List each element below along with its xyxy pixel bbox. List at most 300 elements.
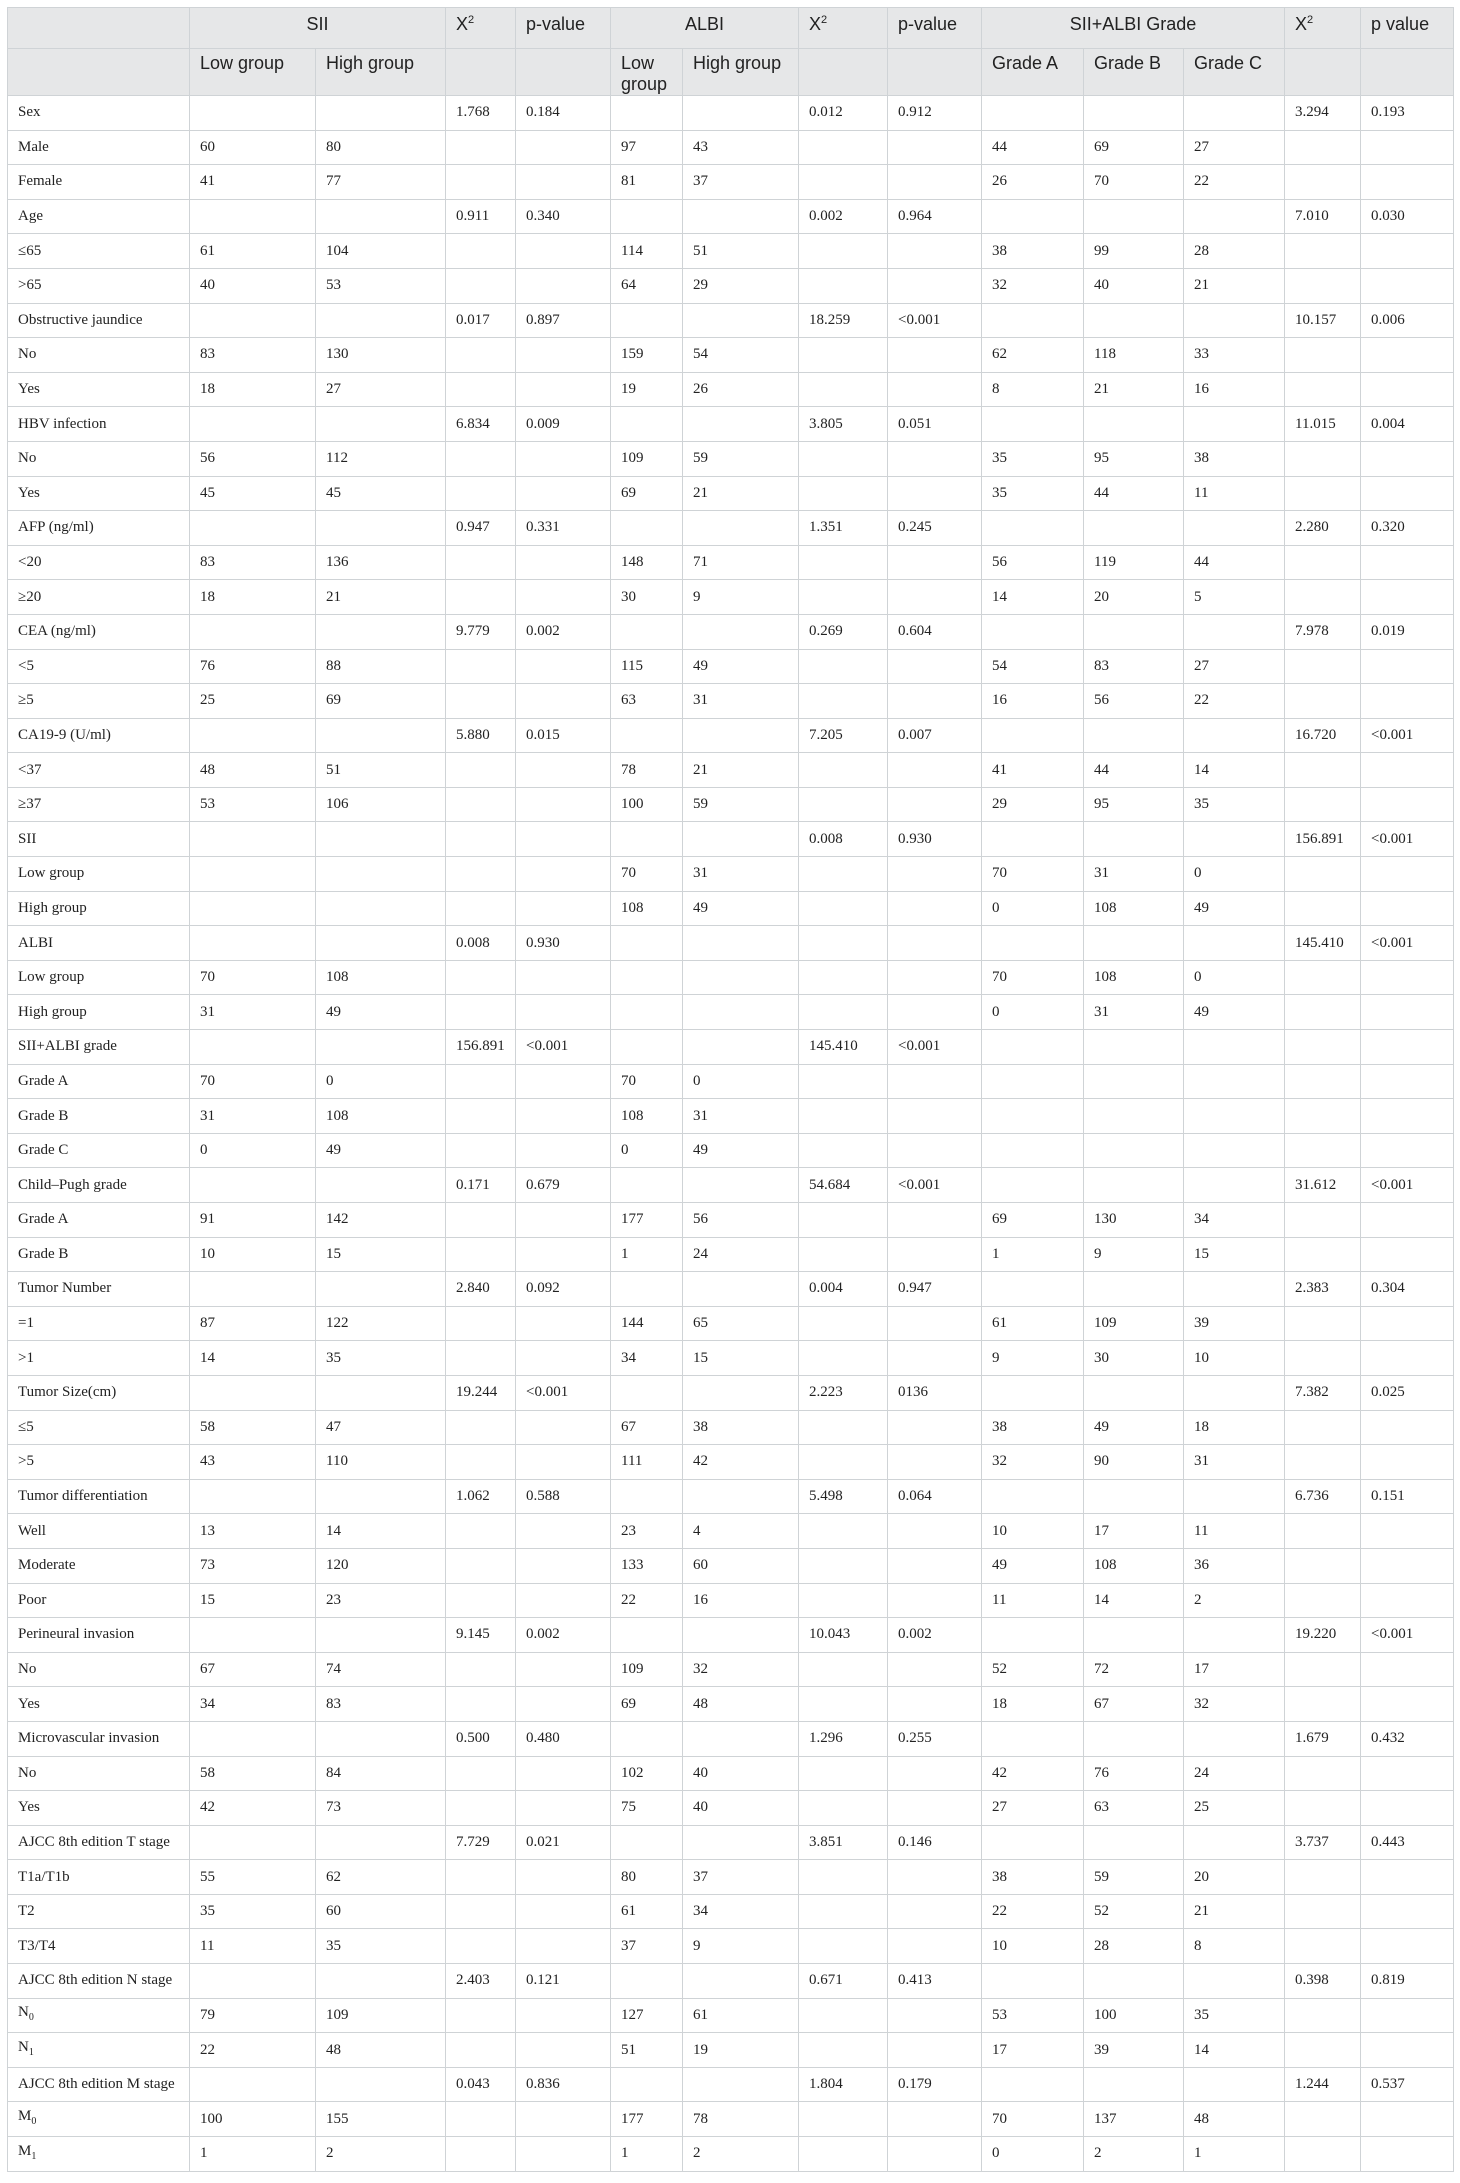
table-cell: 21: [1184, 1894, 1285, 1929]
table-cell: [1361, 857, 1454, 892]
table-cell: [888, 1514, 982, 1549]
table-cell: 19.244: [446, 1375, 516, 1410]
table-cell: 6.736: [1285, 1479, 1361, 1514]
table-cell: 35: [1184, 787, 1285, 822]
row-label: SII+ALBI grade: [8, 1030, 190, 1065]
table-cell: 27: [316, 372, 446, 407]
table-cell: [611, 96, 683, 131]
table-row: [8, 1929, 1454, 1964]
table-cell: [1084, 1168, 1184, 1203]
table-cell: [516, 1099, 611, 1134]
table-cell: 2.280: [1285, 511, 1361, 546]
table-cell: [446, 1064, 516, 1099]
table-cell: [799, 130, 888, 165]
table-cell: 19: [611, 372, 683, 407]
table-cell: [446, 753, 516, 788]
table-cell: [1361, 753, 1454, 788]
table-cell: 83: [316, 1687, 446, 1722]
table-cell: 102: [611, 1756, 683, 1791]
table-cell: [516, 234, 611, 269]
table-cell: 136: [316, 545, 446, 580]
table-row: [8, 1721, 1454, 1756]
table-cell: [1184, 407, 1285, 442]
table-cell: 1: [1184, 2137, 1285, 2172]
table-cell: 30: [1084, 1341, 1184, 1376]
table-cell: [316, 1375, 446, 1410]
table-cell: 21: [683, 753, 799, 788]
table-cell: [1285, 268, 1361, 303]
table-cell: 0.320: [1361, 511, 1454, 546]
table-cell: [1184, 1479, 1285, 1514]
table-cell: <0.001: [888, 1168, 982, 1203]
table-cell: [516, 1929, 611, 1964]
table-cell: [982, 1272, 1084, 1307]
table-cell: 35: [316, 1341, 446, 1376]
table-cell: 32: [1184, 1687, 1285, 1722]
header-blank: [8, 49, 190, 96]
table-cell: [888, 268, 982, 303]
table-cell: [1285, 1929, 1361, 1964]
table-cell: 35: [982, 476, 1084, 511]
table-cell: 35: [190, 1894, 316, 1929]
row-label: ≤65: [8, 234, 190, 269]
table-cell: 0.002: [516, 1618, 611, 1653]
header-sii-albi-grade: SII+ALBI Grade: [982, 8, 1285, 49]
table-cell: 65: [683, 1306, 799, 1341]
table-cell: [799, 753, 888, 788]
table-cell: [1361, 1929, 1454, 1964]
table-cell: 108: [611, 1099, 683, 1134]
table-cell: 0.051: [888, 407, 982, 442]
table-cell: [1184, 1964, 1285, 1999]
table-cell: [799, 268, 888, 303]
table-row: [8, 2137, 1454, 2172]
table-cell: 0.017: [446, 303, 516, 338]
table-cell: 15: [316, 1237, 446, 1272]
table-cell: [516, 2137, 611, 2172]
table-cell: 32: [982, 268, 1084, 303]
table-cell: [190, 1964, 316, 1999]
table-cell: [888, 1341, 982, 1376]
table-cell: [446, 338, 516, 373]
table-cell: 114: [611, 234, 683, 269]
table-cell: [982, 1064, 1084, 1099]
table-cell: 119: [1084, 545, 1184, 580]
table-cell: 156.891: [446, 1030, 516, 1065]
header-albi-high: High group: [683, 49, 799, 96]
table-cell: [446, 1306, 516, 1341]
table-cell: 177: [611, 1203, 683, 1238]
table-cell: [190, 511, 316, 546]
table-cell: [888, 2033, 982, 2068]
table-cell: [190, 857, 316, 892]
table-cell: [446, 476, 516, 511]
table-row: [8, 857, 1454, 892]
table-cell: [446, 441, 516, 476]
row-label: AJCC 8th edition M stage: [8, 2067, 190, 2102]
table-cell: 10: [190, 1237, 316, 1272]
table-cell: [1084, 511, 1184, 546]
table-cell: [1084, 926, 1184, 961]
row-label: >5: [8, 1445, 190, 1480]
table-cell: 53: [982, 1998, 1084, 2033]
table-cell: [683, 1272, 799, 1307]
table-cell: [1361, 1583, 1454, 1618]
table-cell: [190, 1168, 316, 1203]
table-cell: 31: [190, 995, 316, 1030]
table-cell: [1285, 1583, 1361, 1618]
table-cell: [316, 926, 446, 961]
row-label: $M_1$: [8, 2137, 190, 2172]
table-cell: 64: [611, 268, 683, 303]
table-cell: [982, 1030, 1084, 1065]
header-albi-p-value: p-value: [888, 8, 982, 49]
table-cell: 34: [611, 1341, 683, 1376]
row-label: No: [8, 441, 190, 476]
table-cell: 37: [611, 1929, 683, 1964]
table-cell: [888, 787, 982, 822]
row-label: Yes: [8, 1687, 190, 1722]
table-cell: [516, 822, 611, 857]
table-cell: [611, 1721, 683, 1756]
table-cell: 5: [1184, 580, 1285, 615]
table-cell: [1361, 441, 1454, 476]
table-cell: [799, 165, 888, 200]
table-cell: [516, 891, 611, 926]
table-cell: 0.004: [1361, 407, 1454, 442]
table-cell: 14: [982, 580, 1084, 615]
table-cell: 14: [1084, 1583, 1184, 1618]
table-cell: 0136: [888, 1375, 982, 1410]
table-cell: [1285, 891, 1361, 926]
table-cell: 11: [1184, 476, 1285, 511]
table-cell: 2.840: [446, 1272, 516, 1307]
table-cell: 0.092: [516, 1272, 611, 1307]
table-cell: [1361, 1237, 1454, 1272]
table-cell: [982, 822, 1084, 857]
row-label: Grade A: [8, 1064, 190, 1099]
table-cell: 71: [683, 545, 799, 580]
table-cell: 39: [1084, 2033, 1184, 2068]
table-cell: 69: [611, 1687, 683, 1722]
header-blank-corner: [8, 8, 190, 49]
table-cell: [611, 1618, 683, 1653]
table-cell: <0.001: [1361, 1168, 1454, 1203]
table-cell: [1361, 1099, 1454, 1134]
table-cell: [1361, 165, 1454, 200]
table-cell: [888, 2137, 982, 2172]
table-cell: [446, 960, 516, 995]
row-label: Age: [8, 199, 190, 234]
table-cell: 48: [1184, 2102, 1285, 2137]
table-cell: [611, 995, 683, 1030]
table-cell: [190, 407, 316, 442]
table-cell: 0.245: [888, 511, 982, 546]
table-cell: 20: [1084, 580, 1184, 615]
table-row: [8, 1445, 1454, 1480]
table-cell: 69: [1084, 130, 1184, 165]
table-cell: 0: [982, 891, 1084, 926]
table-cell: 130: [1084, 1203, 1184, 1238]
table-cell: 44: [982, 130, 1084, 165]
table-cell: [1285, 1133, 1361, 1168]
table-cell: [888, 1791, 982, 1826]
table-cell: [516, 1652, 611, 1687]
table-row: [8, 338, 1454, 373]
table-cell: [1285, 234, 1361, 269]
table-cell: 0.025: [1361, 1375, 1454, 1410]
table-cell: [611, 926, 683, 961]
table-cell: [516, 1894, 611, 1929]
table-cell: [446, 2033, 516, 2068]
table-cell: 34: [683, 1894, 799, 1929]
table-row: [8, 1133, 1454, 1168]
table-cell: [611, 1272, 683, 1307]
table-cell: [1084, 2067, 1184, 2102]
table-cell: [683, 1030, 799, 1065]
table-cell: [799, 441, 888, 476]
table-cell: [799, 1548, 888, 1583]
table-cell: [190, 1721, 316, 1756]
table-cell: [1285, 338, 1361, 373]
table-cell: 54: [683, 338, 799, 373]
row-label: CA19-9 (U/ml): [8, 718, 190, 753]
table-row: [8, 476, 1454, 511]
table-cell: 91: [190, 1203, 316, 1238]
table-cell: 49: [683, 649, 799, 684]
table-cell: 67: [190, 1652, 316, 1687]
table-cell: [446, 891, 516, 926]
table-cell: [799, 960, 888, 995]
table-cell: [1361, 1687, 1454, 1722]
table-cell: 3.294: [1285, 96, 1361, 131]
table-cell: [1184, 1099, 1285, 1134]
table-cell: 31: [683, 684, 799, 719]
table-cell: 49: [683, 891, 799, 926]
table-cell: [516, 960, 611, 995]
table-cell: 0: [611, 1133, 683, 1168]
table-cell: 49: [1184, 995, 1285, 1030]
table-cell: 32: [982, 1445, 1084, 1480]
table-cell: [799, 1306, 888, 1341]
table-row: [8, 1272, 1454, 1307]
table-cell: [888, 649, 982, 684]
table-cell: 7.205: [799, 718, 888, 753]
table-cell: [1361, 2033, 1454, 2068]
table-cell: 0.443: [1361, 1825, 1454, 1860]
table-cell: [1361, 1791, 1454, 1826]
table-cell: [799, 787, 888, 822]
row-label: Obstructive jaundice: [8, 303, 190, 338]
table-cell: [799, 1203, 888, 1238]
table-cell: 39: [1184, 1306, 1285, 1341]
table-cell: 0: [982, 995, 1084, 1030]
table-cell: 0.015: [516, 718, 611, 753]
table-cell: 34: [190, 1687, 316, 1722]
table-row: [8, 1964, 1454, 1999]
table-cell: 42: [982, 1756, 1084, 1791]
table-cell: [799, 476, 888, 511]
table-row: [8, 822, 1454, 857]
table-row: [8, 1064, 1454, 1099]
table-cell: [1084, 1479, 1184, 1514]
table-cell: [1184, 1064, 1285, 1099]
table-cell: [516, 1133, 611, 1168]
table-cell: 55: [190, 1860, 316, 1895]
table-cell: 9: [683, 1929, 799, 1964]
table-cell: 70: [190, 1064, 316, 1099]
table-cell: 0: [1184, 857, 1285, 892]
table-cell: 87: [190, 1306, 316, 1341]
table-cell: [1361, 268, 1454, 303]
table-cell: [611, 1964, 683, 1999]
table-cell: 35: [1184, 1998, 1285, 2033]
table-cell: 40: [683, 1756, 799, 1791]
table-cell: 2: [1184, 1583, 1285, 1618]
table-cell: [1361, 1998, 1454, 2033]
table-cell: 62: [982, 338, 1084, 373]
table-cell: 2.383: [1285, 1272, 1361, 1307]
table-row: [8, 1306, 1454, 1341]
table-cell: 2.403: [446, 1964, 516, 1999]
table-cell: [1084, 407, 1184, 442]
table-cell: 19.220: [1285, 1618, 1361, 1653]
table-row: [8, 165, 1454, 200]
table-cell: [1184, 614, 1285, 649]
table-cell: [1285, 1791, 1361, 1826]
table-cell: 0.480: [516, 1721, 611, 1756]
header-grade-x2: $X^2$: [1285, 8, 1361, 49]
header-blank: [516, 49, 611, 96]
table-cell: [611, 718, 683, 753]
table-cell: [516, 1583, 611, 1618]
table-cell: [1285, 1306, 1361, 1341]
table-cell: [446, 372, 516, 407]
table-cell: [888, 857, 982, 892]
table-row: [8, 1998, 1454, 2033]
table-cell: 35: [982, 441, 1084, 476]
table-cell: 99: [1084, 234, 1184, 269]
table-cell: [316, 199, 446, 234]
table-cell: [446, 1894, 516, 1929]
table-cell: [982, 1375, 1084, 1410]
table-cell: 37: [683, 1860, 799, 1895]
table-cell: [316, 2067, 446, 2102]
row-label: Yes: [8, 372, 190, 407]
table-cell: 108: [1084, 960, 1184, 995]
table-cell: 108: [316, 960, 446, 995]
row-label: ≥5: [8, 684, 190, 719]
table-cell: 17: [1084, 1514, 1184, 1549]
row-label: Child–Pugh grade: [8, 1168, 190, 1203]
table-cell: <0.001: [1361, 822, 1454, 857]
header-sii-low: Low group: [190, 49, 316, 96]
table-cell: [799, 1687, 888, 1722]
row-label: No: [8, 1756, 190, 1791]
table-row: [8, 1203, 1454, 1238]
table-cell: [1084, 199, 1184, 234]
table-header: [8, 8, 1454, 96]
table-cell: [316, 1272, 446, 1307]
table-cell: [799, 1652, 888, 1687]
table-row: [8, 787, 1454, 822]
table-cell: 7.010: [1285, 199, 1361, 234]
table-cell: 14: [316, 1514, 446, 1549]
table-row: [8, 303, 1454, 338]
table-cell: [799, 1929, 888, 1964]
table-cell: [446, 1445, 516, 1480]
table-cell: 49: [1184, 891, 1285, 926]
table-cell: 73: [316, 1791, 446, 1826]
table-cell: [446, 2137, 516, 2172]
table-cell: 17: [1184, 1652, 1285, 1687]
table-cell: 88: [316, 649, 446, 684]
table-cell: [888, 1133, 982, 1168]
table-cell: [1361, 1860, 1454, 1895]
row-label: AJCC 8th edition T stage: [8, 1825, 190, 1860]
table-cell: 24: [1184, 1756, 1285, 1791]
table-cell: [446, 580, 516, 615]
table-cell: [190, 1375, 316, 1410]
row-label: No: [8, 338, 190, 373]
table-cell: 108: [611, 891, 683, 926]
table-cell: [683, 995, 799, 1030]
table-cell: 28: [1084, 1929, 1184, 1964]
table-cell: 111: [611, 1445, 683, 1480]
table-cell: 16: [683, 1583, 799, 1618]
table-cell: 69: [611, 476, 683, 511]
table-cell: 0.836: [516, 2067, 611, 2102]
table-cell: 0.002: [888, 1618, 982, 1653]
table-cell: [799, 857, 888, 892]
row-label: AJCC 8th edition N stage: [8, 1964, 190, 1999]
table-cell: 0.002: [516, 614, 611, 649]
table-cell: [1285, 1099, 1361, 1134]
table-cell: 37: [683, 165, 799, 200]
table-cell: [1285, 1514, 1361, 1549]
table-cell: 69: [316, 684, 446, 719]
table-cell: [190, 1825, 316, 1860]
table-cell: [446, 1791, 516, 1826]
table-cell: [982, 303, 1084, 338]
table-cell: 5.498: [799, 1479, 888, 1514]
header-blank: [446, 49, 516, 96]
table-cell: 0.912: [888, 96, 982, 131]
row-label: ≥20: [8, 580, 190, 615]
table-cell: 42: [190, 1791, 316, 1826]
table-cell: [1285, 1894, 1361, 1929]
table-cell: 31: [683, 1099, 799, 1134]
table-cell: [1361, 649, 1454, 684]
table-cell: [1184, 926, 1285, 961]
table-cell: 32: [683, 1652, 799, 1687]
table-cell: 70: [982, 2102, 1084, 2137]
table-cell: [446, 165, 516, 200]
table-cell: [190, 891, 316, 926]
table-cell: 0: [1184, 960, 1285, 995]
table-cell: 51: [683, 234, 799, 269]
table-cell: [516, 476, 611, 511]
header-albi-x2: $X^2$: [799, 8, 888, 49]
table-cell: 60: [683, 1548, 799, 1583]
table-cell: [888, 1687, 982, 1722]
table-cell: [1184, 718, 1285, 753]
table-cell: [888, 2102, 982, 2137]
table-cell: 0.030: [1361, 199, 1454, 234]
table-cell: 109: [611, 441, 683, 476]
table-cell: 0.255: [888, 1721, 982, 1756]
table-cell: 14: [1184, 2033, 1285, 2068]
